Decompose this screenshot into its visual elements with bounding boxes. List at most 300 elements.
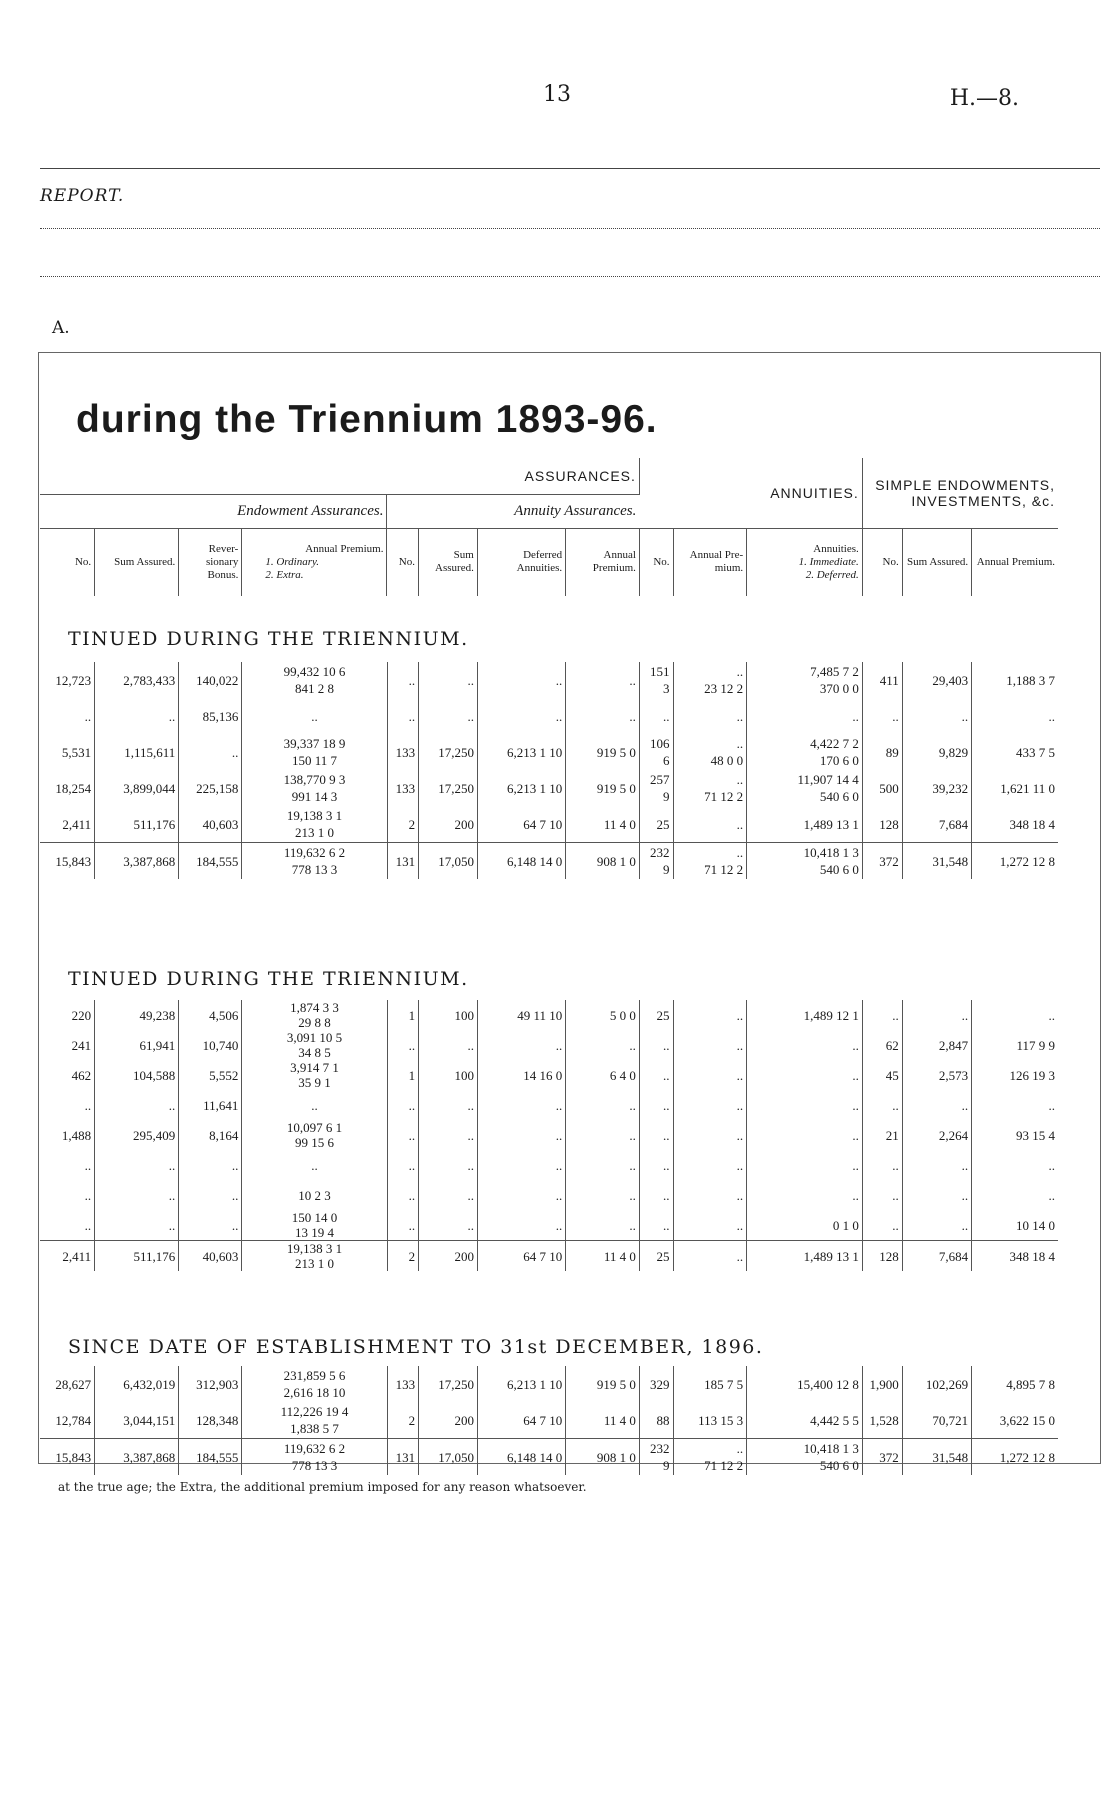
annual-premium-line-1: 19,138 3 1 <box>286 808 343 823</box>
cell-se-no: 128 <box>862 806 902 843</box>
table-row <box>40 1150 1058 1180</box>
cell-aa-sum: 100 <box>419 1060 478 1090</box>
cell-se-premium: 4,895 7 8 <box>1006 1376 1055 1392</box>
cell-ann-no: .. <box>639 1180 673 1210</box>
cell-no: 462 <box>40 1060 95 1090</box>
report-heading: REPORT. <box>40 186 125 206</box>
ann-no-line-2: 9 <box>663 789 670 804</box>
cell-ann-premium <box>673 734 747 770</box>
ann-annuities-line-1: 4,422 7 2 <box>810 736 859 751</box>
table-row <box>40 843 1058 880</box>
annual-premium-line-1: 231,859 5 6 <box>283 1368 346 1383</box>
cell-rev-bonus: .. <box>179 1210 242 1241</box>
extra-label: 2. Extra. <box>265 568 304 581</box>
col-annual-premium-3: Annual Pre-mium. <box>673 528 747 596</box>
col-annuities <box>747 528 863 596</box>
cell-annual-premium <box>242 1090 387 1120</box>
cell-annual-premium <box>242 662 387 698</box>
cell-aa-deferred: .. <box>477 1210 565 1241</box>
cell-se-no: 128 <box>862 1241 902 1272</box>
cell-no: .. <box>40 1210 95 1241</box>
table3-grid <box>40 1366 1058 1475</box>
cell-annual-premium <box>242 1150 387 1180</box>
ann-annuities-line-1: 7,485 7 2 <box>810 664 859 679</box>
cell-no: 15,843 <box>40 1439 95 1476</box>
table-row <box>40 1030 1058 1060</box>
cell-annual-premium <box>242 1402 387 1439</box>
cell-no: 15,843 <box>40 843 95 880</box>
cell-aa-premium: 11 4 0 <box>566 1402 640 1439</box>
cell-se-no: 500 <box>862 770 902 806</box>
cell-se-sum: 2,847 <box>902 1030 971 1060</box>
cell-aa-premium: .. <box>566 1180 640 1210</box>
ann-annuities-line-2: 540 6 0 <box>819 789 859 804</box>
annual-premium-line-1: .. <box>311 708 318 724</box>
ann-premium-line-1: 113 15 3 <box>698 1412 744 1428</box>
cell-aa-sum: 17,250 <box>419 1366 478 1402</box>
cell-ann-premium: .. <box>673 1210 747 1241</box>
cell-aa-premium: 908 1 0 <box>566 1439 640 1476</box>
cell-aa-no: 133 <box>387 1366 419 1402</box>
cell-se-premium: .. <box>1048 708 1055 724</box>
ann-annuities-line-2: 370 0 0 <box>819 681 859 696</box>
cell-aa-premium: 919 5 0 <box>566 734 640 770</box>
cell-sum-assured: 2,783,433 <box>95 662 179 698</box>
cell-aa-premium: .. <box>566 1210 640 1241</box>
cell-no: .. <box>40 698 95 734</box>
cell-se-sum: 9,829 <box>902 734 971 770</box>
col-no-2: No. <box>387 528 419 596</box>
cell-rev-bonus: 4,506 <box>179 1000 242 1030</box>
cell-se-no: .. <box>862 1000 902 1030</box>
cell-annual-premium <box>242 1366 387 1402</box>
annual-premium-line-1: 1,874 3 3 <box>290 1000 339 1015</box>
cell-aa-premium: .. <box>566 1120 640 1150</box>
annual-premium-line-1: 10 2 3 <box>298 1187 331 1203</box>
col-sum-assured-2: Sum Assured. <box>418 528 477 596</box>
deferred-label: 2. Deferred. <box>805 568 859 581</box>
annual-premium-line-2: 213 1 0 <box>294 1256 334 1271</box>
ann-no-line-1: 257 <box>650 772 670 787</box>
cell-se-no: 1,528 <box>862 1402 902 1439</box>
cell-aa-sum: 100 <box>419 1000 478 1030</box>
ann-no-line-2: 6 <box>663 753 670 768</box>
cell-se-sum: 70,721 <box>902 1402 971 1439</box>
table-row <box>40 1060 1058 1090</box>
cell-aa-sum: .. <box>419 1120 478 1150</box>
cell-aa-sum: 17,250 <box>419 734 478 770</box>
cell-aa-no: .. <box>387 698 419 734</box>
cell-sum-assured: .. <box>95 1210 179 1241</box>
cell-aa-sum: 17,250 <box>419 770 478 806</box>
annual-premium-line-2: 1,838 5 7 <box>290 1421 339 1436</box>
table-row <box>40 734 1058 770</box>
cell-ann-premium <box>673 1439 747 1476</box>
cell-aa-deferred: 14 16 0 <box>477 1060 565 1090</box>
annual-premium-line-2: 2,616 18 10 <box>283 1385 346 1400</box>
ann-no-line-2: 3 <box>663 681 670 696</box>
ann-premium-line-1: .. <box>736 664 744 679</box>
cell-se-no: 372 <box>862 843 902 880</box>
annuity-assurances-header: Annuity Assurances. <box>387 494 639 528</box>
table-row <box>40 1439 1058 1476</box>
cell-ann-no: .. <box>639 1060 673 1090</box>
cell-aa-deferred: 64 7 10 <box>477 1241 565 1272</box>
ann-premium-line-2: 71 12 2 <box>704 789 744 804</box>
cell-se-sum: .. <box>902 1090 971 1120</box>
cell-ann-annuities <box>747 698 863 734</box>
ann-premium-line-2: 23 12 2 <box>704 681 744 696</box>
simple-endowments-header: SIMPLE ENDOWMENTS, INVESTMENTS, &c. <box>875 476 1055 509</box>
cell-ann-annuities <box>747 843 863 880</box>
page-title: during the Triennium 1893-96. <box>76 398 658 441</box>
cell-ann-no <box>639 662 673 698</box>
cell-aa-deferred: .. <box>477 698 565 734</box>
cell-ann-premium: .. <box>673 1090 747 1120</box>
endowment-assurances-header: Endowment Assurances. <box>40 494 387 528</box>
cell-aa-no: .. <box>387 1030 419 1060</box>
immediate-label: 1. Immediate. <box>798 555 859 568</box>
table-row <box>40 1120 1058 1150</box>
cell-se-premium: 433 7 5 <box>1016 744 1055 760</box>
ann-annuities-line-1: 15,400 12 8 <box>797 1376 859 1392</box>
cell-annual-premium <box>242 698 387 734</box>
ann-premium-line-2: 71 12 2 <box>704 1458 744 1473</box>
cell-ann-no: .. <box>639 1120 673 1150</box>
cell-ann-annuities: .. <box>747 1090 863 1120</box>
cell-ann-premium: .. <box>673 1120 747 1150</box>
cell-aa-sum: .. <box>419 1090 478 1120</box>
annual-premium-line-1: 138,770 9 3 <box>283 772 346 787</box>
cell-aa-premium: .. <box>566 698 640 734</box>
annual-premium-line-1: 3,914 7 1 <box>290 1060 339 1075</box>
cell-aa-deferred: 49 11 10 <box>477 1000 565 1030</box>
cell-annual-premium <box>242 1439 387 1476</box>
col-annual-premium <box>242 528 387 596</box>
section-2-title: TINUED DURING THE TRIENNIUM. <box>68 968 469 990</box>
ann-no-line-1: 232 <box>650 845 670 860</box>
cell-se-sum: 102,269 <box>902 1366 971 1402</box>
cell-aa-no: 2 <box>387 1402 419 1439</box>
ann-premium-line-2: 71 12 2 <box>704 862 744 877</box>
cell-aa-no: .. <box>387 1120 419 1150</box>
annual-premium-line-2: 13 19 4 <box>294 1225 334 1240</box>
ann-premium-line-1: .. <box>736 772 744 787</box>
cell-ann-no: .. <box>639 1150 673 1180</box>
cell-aa-deferred: 6,213 1 10 <box>477 770 565 806</box>
cell-aa-premium: .. <box>566 1030 640 1060</box>
ann-premium-line-1: 185 7 5 <box>704 1376 744 1392</box>
cell-se-sum: .. <box>902 1210 971 1241</box>
cell-rev-bonus: 312,903 <box>179 1366 242 1402</box>
cell-se-no: .. <box>862 1150 902 1180</box>
cell-aa-no: 2 <box>387 806 419 843</box>
cell-rev-bonus: 40,603 <box>179 1241 242 1272</box>
cell-aa-sum: 17,050 <box>419 843 478 880</box>
cell-se-sum: 7,684 <box>902 1241 971 1272</box>
cell-sum-assured: .. <box>95 1180 179 1210</box>
cell-rev-bonus: 184,555 <box>179 1439 242 1476</box>
cell-aa-sum: 200 <box>419 1241 478 1272</box>
cell-se-no: 1,900 <box>862 1366 902 1402</box>
section-1-title: TINUED DURING THE TRIENNIUM. <box>68 628 469 650</box>
cell-annual-premium <box>242 1030 387 1060</box>
cell-aa-no: 133 <box>387 734 419 770</box>
cell-sum-assured: 3,387,868 <box>95 1439 179 1476</box>
cell-aa-sum: 200 <box>419 1402 478 1439</box>
cell-rev-bonus: 40,603 <box>179 806 242 843</box>
cell-aa-deferred: .. <box>477 1150 565 1180</box>
table-row <box>40 1210 1058 1241</box>
cell-sum-assured: .. <box>95 698 179 734</box>
cell-ann-premium: .. <box>673 1000 747 1030</box>
col-annual-premium-4: Annual Premium. <box>972 528 1058 596</box>
cell-aa-deferred: .. <box>477 1120 565 1150</box>
cell-sum-assured: 3,387,868 <box>95 843 179 880</box>
cell-se-premium: 117 9 9 <box>1016 1037 1055 1053</box>
cell-sum-assured: 511,176 <box>95 1241 179 1272</box>
cell-aa-premium: .. <box>566 662 640 698</box>
cell-sum-assured: 49,238 <box>95 1000 179 1030</box>
col-reversionary-bonus: Rever-sionary Bonus. <box>179 528 242 596</box>
annual-premium-line-1: .. <box>311 1157 318 1173</box>
cell-se-premium: .. <box>1048 1187 1055 1203</box>
cell-se-sum: 7,684 <box>902 806 971 843</box>
cell-aa-deferred: 6,148 14 0 <box>477 1439 565 1476</box>
cell-aa-premium: 919 5 0 <box>566 770 640 806</box>
cell-sum-assured: 6,432,019 <box>95 1366 179 1402</box>
ann-annuities-line-1: 11,907 14 4 <box>797 772 859 787</box>
cell-no: 28,627 <box>40 1366 95 1402</box>
cell-sum-assured: .. <box>95 1150 179 1180</box>
cell-no: .. <box>40 1090 95 1120</box>
ann-annuities-line-1: 4,442 5 5 <box>810 1412 859 1428</box>
cell-ann-annuities: 1,489 12 1 <box>747 1000 863 1030</box>
annual-premium-line-1: 99,432 10 6 <box>283 664 346 679</box>
column-header <box>40 458 1058 596</box>
cell-ann-no <box>639 843 673 880</box>
cell-se-sum: 31,548 <box>902 843 971 880</box>
section-3-title: SINCE DATE OF ESTABLISHMENT TO 31st DECEMBER, 1896. <box>68 1336 764 1358</box>
cell-se-sum: .. <box>902 1150 971 1180</box>
cell-ann-annuities <box>747 770 863 806</box>
annual-premium-line-2: 213 1 0 <box>294 825 334 840</box>
cell-ann-no <box>639 770 673 806</box>
cell-annual-premium <box>242 770 387 806</box>
cell-ann-premium <box>673 1366 747 1402</box>
annual-premium-line-2: 991 14 3 <box>291 789 338 804</box>
cell-ann-premium <box>673 770 747 806</box>
cell-ann-annuities: .. <box>747 1030 863 1060</box>
cell-aa-sum: .. <box>419 1150 478 1180</box>
cell-se-sum: 29,403 <box>902 662 971 698</box>
cell-se-premium: .. <box>1048 1007 1055 1023</box>
cell-aa-sum: .. <box>419 662 478 698</box>
cell-aa-sum: .. <box>419 1030 478 1060</box>
annual-premium-line-1: 112,226 19 4 <box>280 1404 349 1419</box>
cell-rev-bonus: 8,164 <box>179 1120 242 1150</box>
cell-se-sum: .. <box>902 698 971 734</box>
page-number: 13 <box>543 82 571 107</box>
cell-ann-no <box>639 1402 673 1439</box>
cell-ann-no: 25 <box>639 1241 673 1272</box>
cell-ann-annuities <box>747 806 863 843</box>
table1-grid <box>40 662 1058 879</box>
cell-ann-no: .. <box>639 1030 673 1060</box>
cell-ann-no <box>639 734 673 770</box>
rule-2 <box>40 228 1100 229</box>
cell-aa-no: .. <box>387 1150 419 1180</box>
cell-ann-premium: .. <box>673 1180 747 1210</box>
cell-no: 18,254 <box>40 770 95 806</box>
cell-aa-premium: 919 5 0 <box>566 1366 640 1402</box>
cell-se-sum: .. <box>902 1000 971 1030</box>
ann-no-line-1: 232 <box>650 1441 670 1456</box>
col-no: No. <box>40 528 95 596</box>
cell-rev-bonus: .. <box>179 734 242 770</box>
cell-aa-deferred: .. <box>477 662 565 698</box>
annual-premium-line-1: 150 14 0 <box>291 1210 338 1225</box>
cell-aa-sum: .. <box>419 1210 478 1241</box>
cell-ann-no: 25 <box>639 1000 673 1030</box>
cell-ann-no: .. <box>639 1090 673 1120</box>
annual-premium-line-2: 35 9 1 <box>298 1075 331 1090</box>
col-annual-premium-2: Annual Premium. <box>566 528 640 596</box>
cell-rev-bonus: .. <box>179 1180 242 1210</box>
cell-aa-no: 2 <box>387 1241 419 1272</box>
cell-no: 220 <box>40 1000 95 1030</box>
cell-annual-premium <box>242 1000 387 1030</box>
cell-aa-deferred: .. <box>477 1090 565 1120</box>
cell-ann-premium: .. <box>673 1060 747 1090</box>
cell-sum-assured: 1,115,611 <box>95 734 179 770</box>
cell-se-premium: 348 18 4 <box>972 1241 1058 1272</box>
cell-ann-premium <box>673 698 747 734</box>
ann-annuities-line-1: 10,418 1 3 <box>803 845 859 860</box>
cell-aa-deferred: 6,213 1 10 <box>477 1366 565 1402</box>
ann-annuities-line-2: 540 6 0 <box>819 862 859 877</box>
cell-se-premium: .. <box>1048 1097 1055 1113</box>
table-row <box>40 1090 1058 1120</box>
cell-no: 12,723 <box>40 662 95 698</box>
annual-premium-line-2: 778 13 3 <box>291 862 338 877</box>
annual-premium-line-2: 150 11 7 <box>291 753 337 768</box>
ann-premium-line-1: .. <box>736 1441 744 1456</box>
annual-premium-line-2: 778 13 3 <box>291 1458 338 1473</box>
cell-se-sum: .. <box>902 1180 971 1210</box>
ann-annuities-line-1: .. <box>852 708 859 724</box>
cell-annual-premium <box>242 843 387 880</box>
cell-aa-deferred: .. <box>477 1180 565 1210</box>
cell-sum-assured: 511,176 <box>95 806 179 843</box>
ann-premium-line-1: .. <box>736 816 744 832</box>
cell-aa-no: 131 <box>387 1439 419 1476</box>
cell-annual-premium <box>242 734 387 770</box>
cell-ann-annuities: .. <box>747 1120 863 1150</box>
cell-aa-premium: 11 4 0 <box>566 806 640 843</box>
cell-se-no: 62 <box>862 1030 902 1060</box>
top-rule <box>40 168 1100 169</box>
cell-se-no: 372 <box>862 1439 902 1476</box>
cell-no: 5,531 <box>40 734 95 770</box>
cell-aa-sum: .. <box>419 1180 478 1210</box>
cell-se-premium: 93 15 4 <box>1016 1127 1055 1143</box>
table-row <box>40 806 1058 843</box>
cell-se-no: .. <box>862 1180 902 1210</box>
cell-se-no: .. <box>862 698 902 734</box>
cell-ann-no <box>639 698 673 734</box>
cell-ann-annuities: 1,489 13 1 <box>747 1241 863 1272</box>
cell-aa-sum: 200 <box>419 806 478 843</box>
ann-annuities-line-1: 10,418 1 3 <box>803 1441 859 1456</box>
annual-premium-line-2: 841 2 8 <box>294 681 334 696</box>
cell-rev-bonus: .. <box>179 1150 242 1180</box>
cell-annual-premium <box>242 806 387 843</box>
cell-se-no: .. <box>862 1210 902 1241</box>
cell-ann-annuities: .. <box>747 1060 863 1090</box>
ann-no-line-1: 151 <box>650 664 670 679</box>
cell-rev-bonus: 10,740 <box>179 1030 242 1060</box>
cell-ann-premium <box>673 662 747 698</box>
cell-aa-deferred: 64 7 10 <box>477 1402 565 1439</box>
cell-annual-premium <box>242 1241 387 1272</box>
cell-se-premium: 10 14 0 <box>1016 1217 1055 1233</box>
cell-sum-assured: 295,409 <box>95 1120 179 1150</box>
cell-aa-sum: 17,050 <box>419 1439 478 1476</box>
cell-rev-bonus: 184,555 <box>179 843 242 880</box>
ann-no-line-1: 88 <box>656 1412 670 1428</box>
cell-se-premium: 348 18 4 <box>1009 816 1055 832</box>
annuities-header: ANNUITIES. <box>639 458 862 528</box>
rule-3 <box>40 276 1100 277</box>
cell-aa-deferred: 64 7 10 <box>477 806 565 843</box>
cell-annual-premium <box>242 1120 387 1150</box>
cell-se-premium: 1,272 12 8 <box>972 1439 1058 1476</box>
cell-no: .. <box>40 1150 95 1180</box>
cell-rev-bonus: 225,158 <box>179 770 242 806</box>
table-row <box>40 1366 1058 1402</box>
cell-se-sum: 31,548 <box>902 1439 971 1476</box>
annual-premium-line-1: .. <box>311 1097 318 1113</box>
cell-aa-premium: .. <box>566 1150 640 1180</box>
cell-rev-bonus: 11,641 <box>179 1090 242 1120</box>
cell-ann-premium <box>673 806 747 843</box>
cell-rev-bonus: 140,022 <box>179 662 242 698</box>
cell-aa-premium: 5 0 0 <box>566 1000 640 1030</box>
cell-sum-assured: 61,941 <box>95 1030 179 1060</box>
col-sum-assured: Sum Assured. <box>95 528 179 596</box>
cell-rev-bonus: 85,136 <box>179 698 242 734</box>
cell-no: 2,411 <box>40 1241 95 1272</box>
cell-aa-deferred: .. <box>477 1030 565 1060</box>
document-code: H.—8. <box>949 86 1019 111</box>
annual-premium-line-2: 99 15 6 <box>294 1135 334 1150</box>
cell-annual-premium <box>242 1180 387 1210</box>
ann-annuities-line-2: 170 6 0 <box>819 753 859 768</box>
annual-premium-line-1: 119,632 6 2 <box>283 1441 346 1456</box>
cell-ann-no: .. <box>639 1210 673 1241</box>
cell-aa-no: .. <box>387 1180 419 1210</box>
annual-premium-label: Annual Premium. <box>305 542 384 555</box>
cell-se-no: 411 <box>862 662 902 698</box>
cell-ann-premium: .. <box>673 1150 747 1180</box>
cell-ann-annuities <box>747 1439 863 1476</box>
cell-ann-no <box>639 1366 673 1402</box>
ann-premium-line-1: .. <box>736 845 744 860</box>
cell-sum-assured: 104,588 <box>95 1060 179 1090</box>
col-deferred-annuities: Deferred Annuities. <box>477 528 565 596</box>
cell-se-sum: 2,264 <box>902 1120 971 1150</box>
